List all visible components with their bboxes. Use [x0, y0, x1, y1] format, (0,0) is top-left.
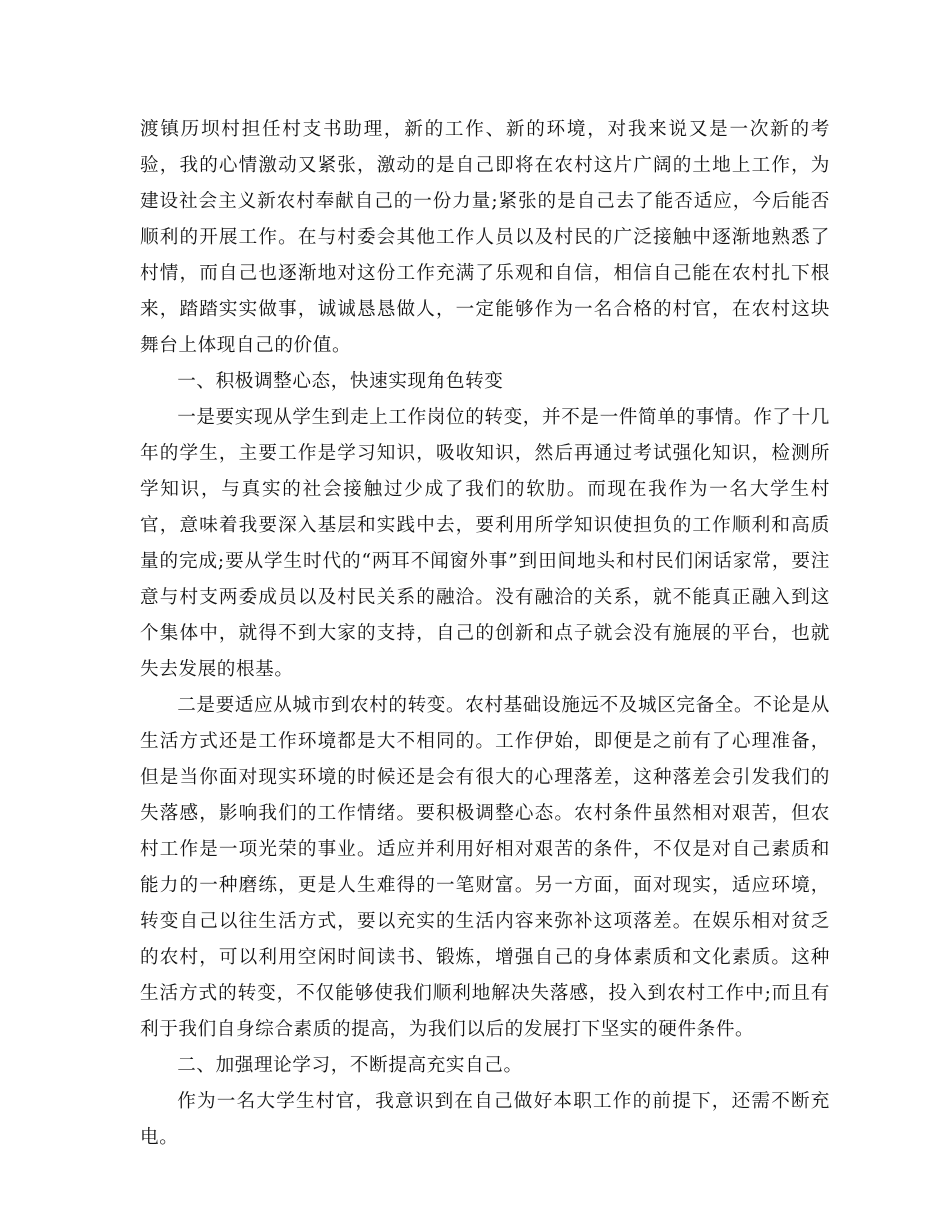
document-body	[140, 112, 830, 1156]
section-heading-1: 一、积极调整心态，快速实现角色转变	[177, 371, 504, 392]
paragraph-study: 作为一名大学生村官，我意识到在自己做好本职工作的前提下，还需不断充电。	[140, 1091, 830, 1148]
paragraph-student-transition: 一是要实现从学生到走上工作岗位的转变，并不是一件简单的事情。作了十几年的学生，主要工作是学习知识，吸收知识，然后再通过考试强化知识，检测所学知识，与真实的社会接触过少成了我们的软肋。而现在我作为一名大学生村官，意味着我要深入基层和实践中去，要利用所学知识使担负的工作顺利和高质量的完成;要从学生时代的“两耳不闻窗外事”到田间地头和村民们闲话家常，要注意与村支两委成员以及村民关系的融洽。没有融洽的关系，就不能真正融入到这个集体中，就得不到大家的支持，自己的创新和点子就会没有施展的平台，也就失去发展的根基。	[140, 407, 830, 680]
paragraph-intro: 渡镇历坝村担任村支书助理，新的工作、新的环境，对我来说又是一次新的考验，我的心情激动又紧张，激动的是自己即将在农村这片广阔的土地上工作，为建设社会主义新农村奉献自己的一份力量;紧张的是自己去了能否适应，今后能否顺利的开展工作。在与村委会其他工作人员以及村民的广泛接触中逐渐地熟悉了村情，而自己也逐渐地对这份工作充满了乐观和自信，相信自己能在农村扎下根来，踏踏实实做事，诚诚恳恳做人，一定能够作为一名合格的村官，在农村这块舞台上体现自己的价值。	[140, 119, 830, 356]
section-heading-2: 二、加强理论学习，不断提高充实自己。	[177, 1055, 523, 1076]
paragraph-city-to-village: 二是要适应从城市到农村的转变。农村基础设施远不及城区完备全。不论是从生活方式还是工作环境都是大不相同的。工作伊始，即便是之前有了心理准备，但是当你面对现实环境的时候还是会有很大的心理落差，这种落差会引发我们的失落感，影响我们的工作情绪。要积极调整心态。农村条件虽然相对艰苦，但农村工作是一项光荣的事业。适应并利用好相对艰苦的条件，不仅是对自己素质和能力的一种磨练，更是人生难得的一笔财富。另一方面，面对现实，适应环境，转变自己以往生活方式，要以充实的生活内容来弥补这项落差。在娱乐相对贫乏的农村，可以利用空闲时间读书、锻炼，增强自己的身体素质和文化素质。这种生活方式的转变，不仅能够使我们顺利地解决失落感，投入到农村工作中;而且有利于我们自身综合素质的提高，为我们以后的发展打下坚实的硬件条件。	[140, 695, 830, 1040]
